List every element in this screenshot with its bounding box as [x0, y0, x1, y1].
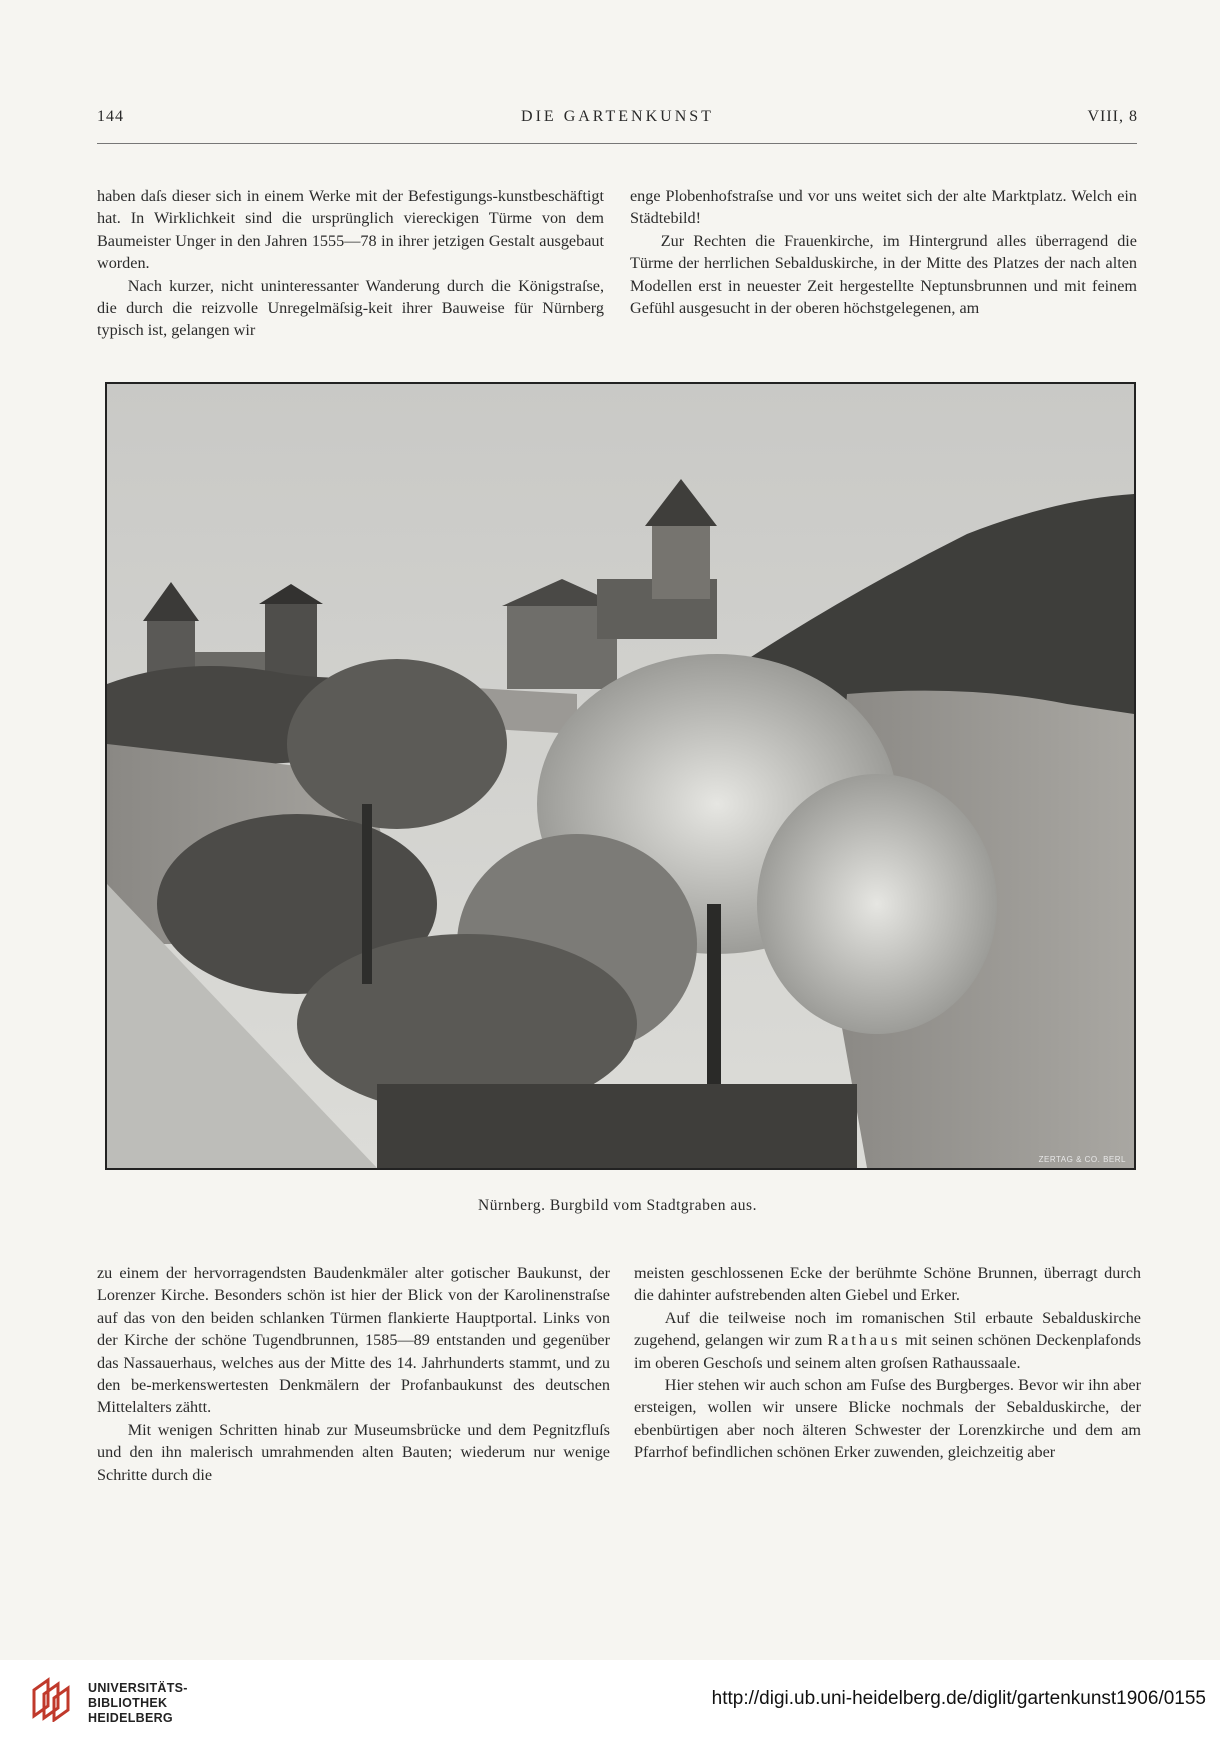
paragraph-text: Auf die teilweise noch im romanischen Stil erbaute Sebalduskirche zugehend, gelangen wir zum: [634, 1308, 1141, 1350]
paragraph: enge Plobenhofstraſse und vor uns weitet sich der alte Marktplatz. Welch ein Städtebild!: [630, 187, 1137, 228]
running-header: [97, 108, 1138, 134]
header-rule: [97, 143, 1137, 144]
paragraph-text: mit seinen schönen Deckenplafonds im oberen Geschoſs und seinem alten groſsen Rathaussaale.: [634, 1331, 1141, 1372]
top-right-column: [630, 185, 1137, 319]
photo-credit: ZERTAG & CO. BERL: [1038, 1155, 1126, 1164]
bottom-right-column: [634, 1262, 1141, 1464]
photo-illustration: [107, 384, 1134, 1168]
source-url-link[interactable]: http://digi.ub.uni-heidelberg.de/diglit/gartenkunst1906/0155: [711, 1688, 1206, 1709]
paragraph: meisten geschlossenen Ecke der berühmte Schöne Brunnen, überragt durch die dahinter aufstrebenden alten Giebel und Erker.: [634, 1264, 1141, 1305]
paragraph: zu einem der hervorragendsten Baudenkmäler alter gotischer Baukunst, der Lorenzer Kirche. Besonders schön ist hier der Blick von der Karolinenstraſse auf das von den beiden schlanken Türmen flankierte Hauptportal. Links von der Kirche der schöne Tugendbrunnen, 1585—89 entstanden und gegenüber das Nassauerhaus, welches aus der Mitte des 14. Jahrhunderts stammt, und zu den be-merkenswertesten Denkmälern der Profanbaukunst des deutschen Mittelalters zähtt.: [97, 1264, 610, 1417]
digitization-footer: [0, 1660, 1220, 1749]
paragraph: [634, 1307, 1141, 1374]
paragraph: Mit wenigen Schritten hinab zur Museumsbrücke und dem Pegnitzfluſs und den ihn malerisch umrahmenden alten Bauten; wiederum nur wenige Schritte durch die: [97, 1420, 610, 1484]
library-name: [88, 1681, 188, 1726]
library-logo[interactable]: [30, 1674, 330, 1734]
paragraph: Nach kurzer, nicht uninteressanter Wanderung durch die Königstraſse, die durch die reizvolle Unregelmäſsig-keit ihrer Bauweise für Nürnberg typisch ist, gelangen wir: [97, 276, 604, 340]
spaced-word: Rathaus: [827, 1331, 901, 1350]
library-name-line: BIBLIOTHEK: [88, 1696, 168, 1710]
figure-caption: Nürnberg. Burgbild vom Stadtgraben aus.: [478, 1197, 757, 1214]
library-name-line: HEIDELBERG: [88, 1711, 173, 1725]
page-number: 144: [97, 108, 124, 125]
top-left-column: [97, 185, 604, 342]
journal-title: DIE GARTENKUNST: [521, 108, 714, 125]
paragraph: Hier stehen wir auch schon am Fuſse des Burgberges. Bevor wir ihn aber ersteigen, wollen wir unsere Blicke nochmals der Sebalduskirche, der ebenbürtigen aber noch älteren Schwester der Lorenzkirche und dem am Pfarrhof befindlichen schönen Erker zuwenden, gleichzeitig aber: [634, 1376, 1141, 1462]
library-name-line: UNIVERSITÄTS-: [88, 1681, 188, 1695]
paragraph: Zur Rechten die Frauenkirche, im Hintergrund alles überragend die Türme der herrlichen Sebalduskirche, in der Mitte des Platzes der nach alten Modellen erst in neuester Zeit hergestellte Neptunsbrunnen und mit feinem Gefühl ausgesucht in der oberen höchstgelegenen, am: [630, 231, 1137, 318]
paragraph: haben daſs dieser sich in einem Werke mit der Befestigungs-kunstbeschäftigt hat. In Wirklichkeit sind die ursprünglich viereckigen Türme von dem Baumeister Unger in den Jahren 1555—78 in ihrer jetzigen Gestalt ausgebaut worden.: [97, 187, 604, 273]
bottom-left-column: [97, 1262, 610, 1486]
library-emblem-icon: [30, 1676, 76, 1722]
volume-issue: VIII, 8: [1087, 108, 1138, 125]
castle-photograph: [105, 382, 1136, 1170]
